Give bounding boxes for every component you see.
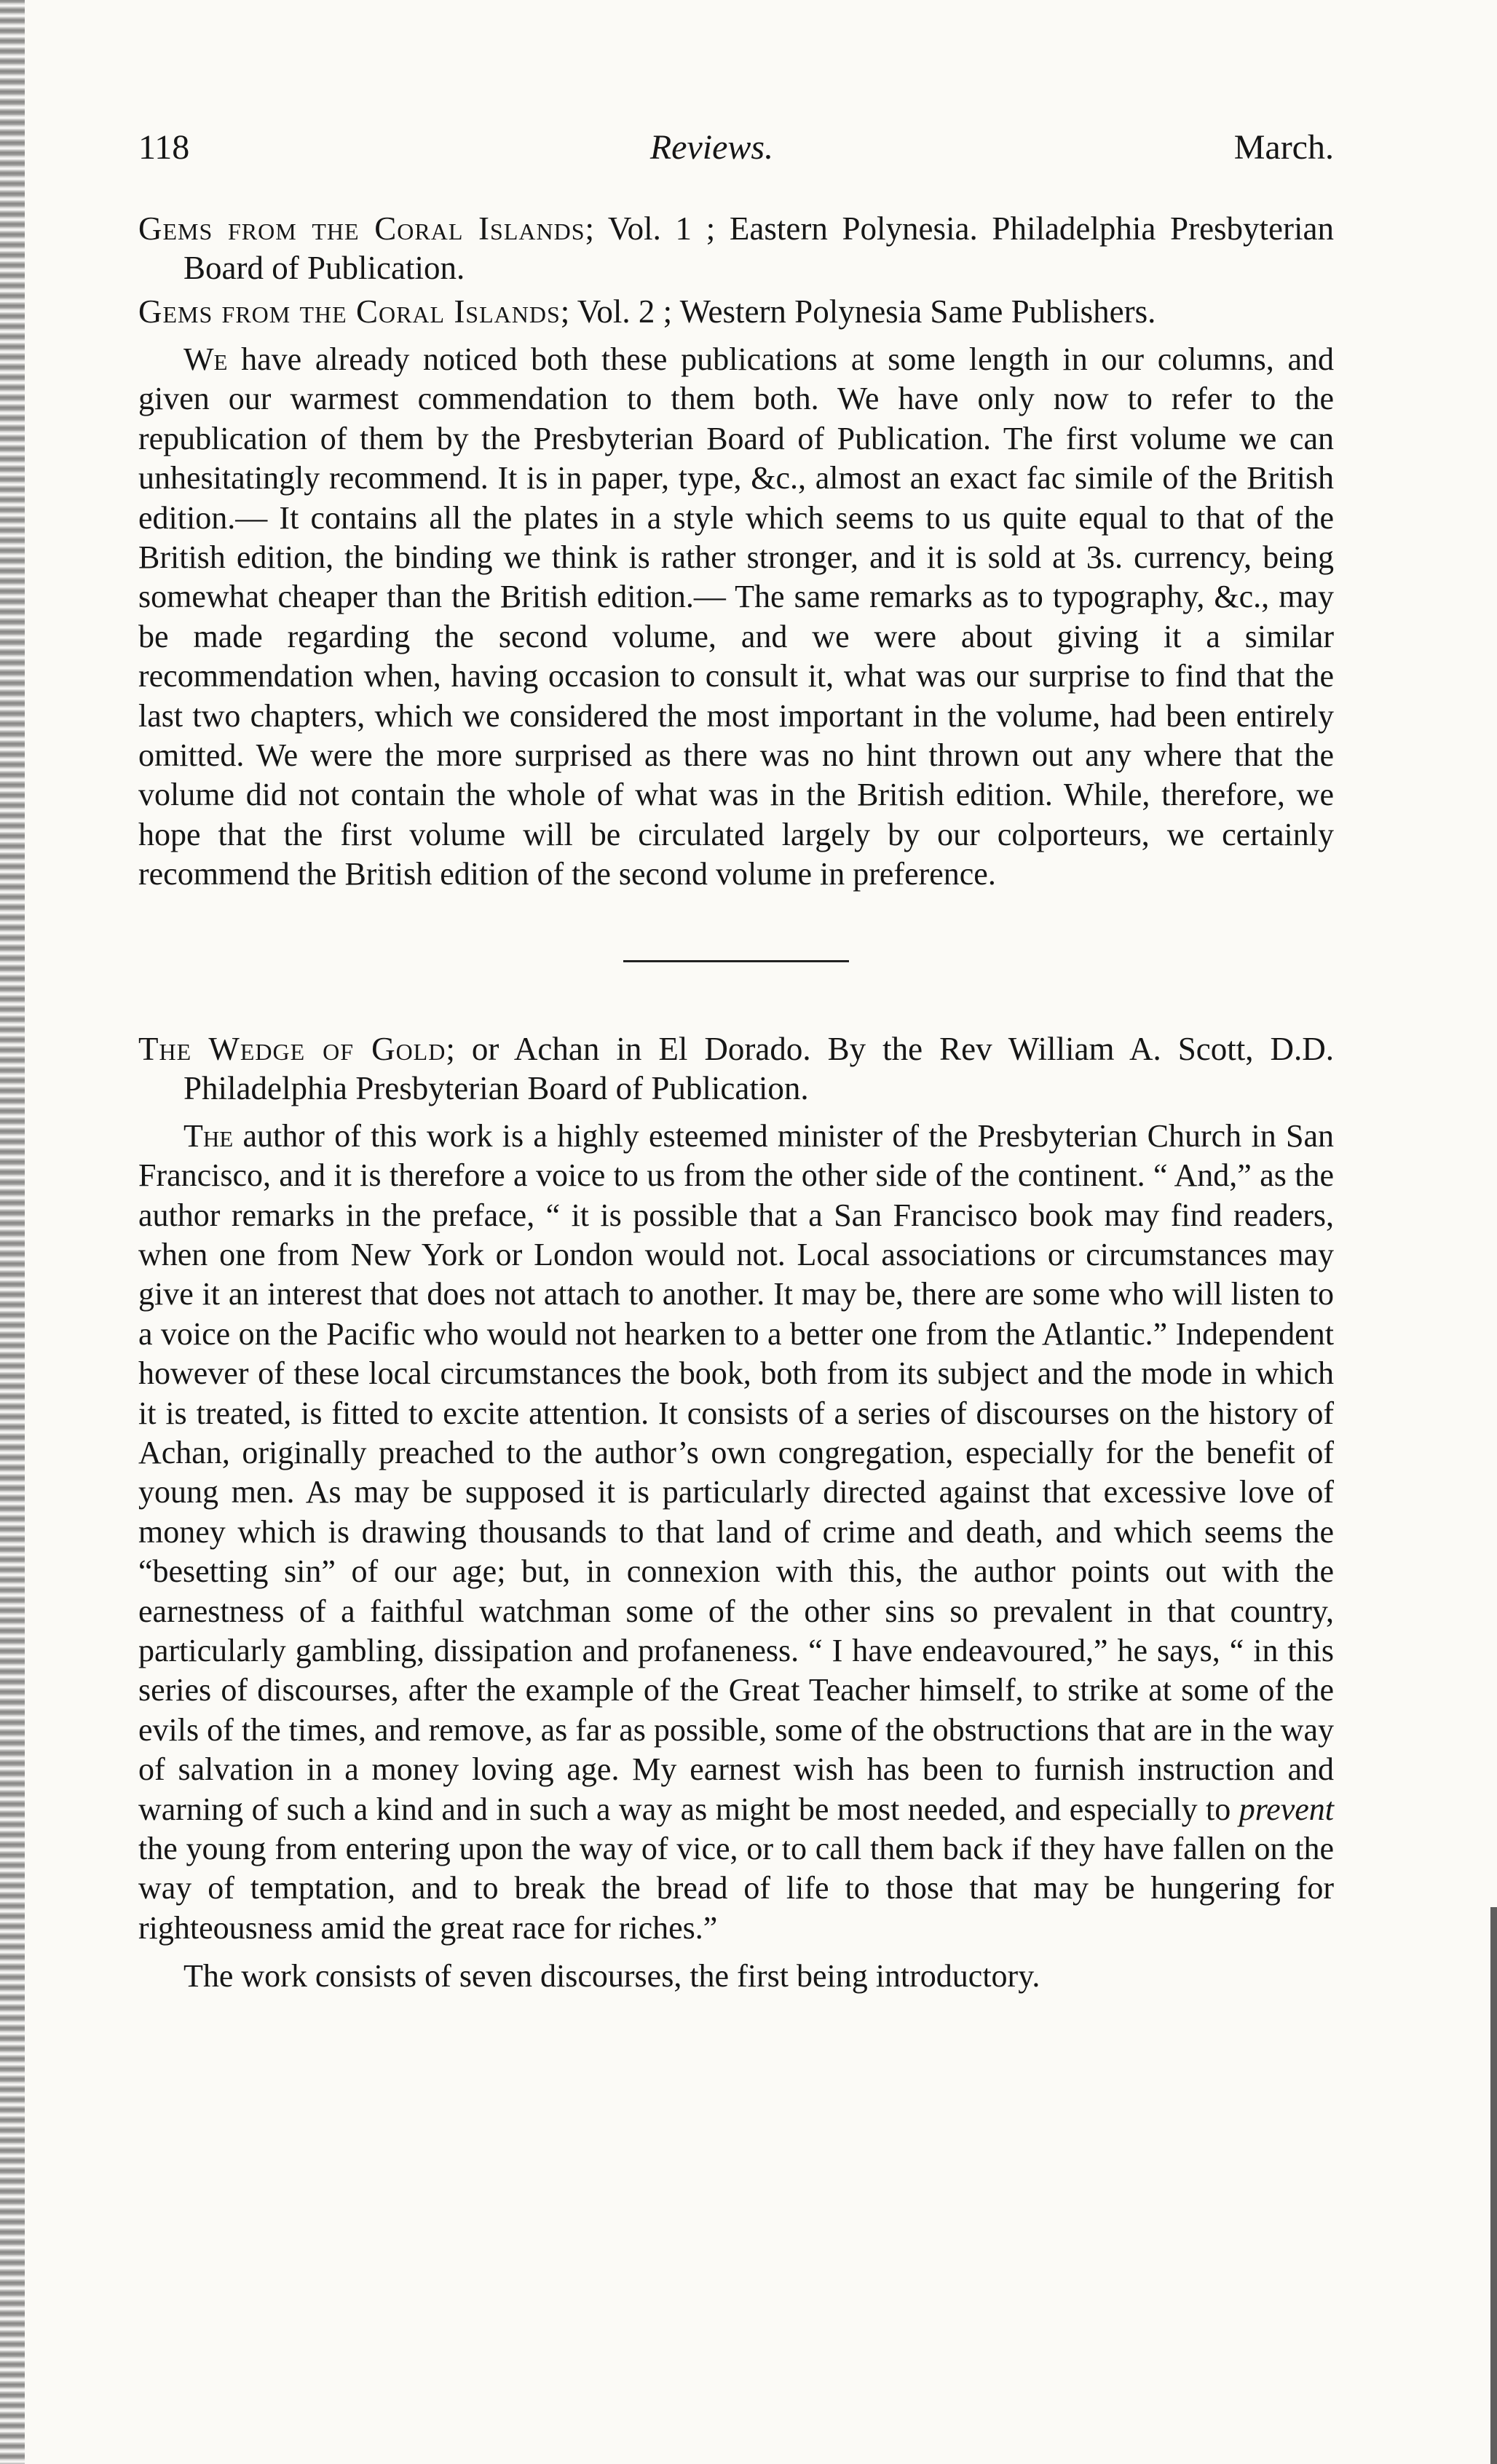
paragraph-text-continued: the young from entering upon the way of vice, or to call them back if they have fallen on the way of temptation, and to break the bread of life to those that may be hungering for righteousness amid the great race for riches.” bbox=[138, 1831, 1334, 1946]
citation-details: ; or Achan in El Dorado. By the Rev William A. Scott, D.D. Philadelphia Presbyterian Board of Publication. bbox=[183, 1030, 1335, 1106]
citation-volume-1 bbox=[138, 209, 1334, 288]
review-gems-coral-islands bbox=[138, 209, 1334, 895]
review-wedge-of-gold bbox=[138, 1029, 1334, 1997]
emphasized-word: prevent bbox=[1239, 1791, 1334, 1827]
citation-wedge-of-gold bbox=[138, 1029, 1334, 1108]
page-number: 118 bbox=[138, 128, 190, 167]
review-paragraph bbox=[138, 1117, 1334, 1949]
citation-volume-2 bbox=[138, 292, 1334, 331]
running-title: Reviews. bbox=[649, 128, 774, 167]
paragraph-lead-word: We bbox=[183, 341, 228, 377]
citation-title: Gems from the Coral Islands bbox=[138, 293, 561, 330]
paragraph-lead-word: The bbox=[183, 1117, 234, 1154]
section-divider bbox=[623, 960, 849, 962]
running-head bbox=[138, 127, 1334, 174]
binding-edge-right bbox=[1490, 1907, 1497, 2464]
paragraph-text: have already noticed both these publications at some length in our columns, and given our warmest commendation to them both. We have only now to refer to the republication of them by the Presbyterian Board of Publication. The first volume we can unhesitatingly recommend. It is in paper, type, &c., almost an exact fac simile of the British edition.— It contains all the plates in a style which seems to us quite equal to that of the British edition, the binding we think is rather stronger, and it is sold at 3s. currency, being somewhat cheaper than the British edition.— The same remarks as to typography, &c., may be made regarding the second volume, and we were about giving it a similar recommendation when, having occasion to consult it, what was our surprise to find that the last two chapters, which we considered the most important in the volume, had been entirely omitted. We were the more surprised as there was no hint thrown out any where that the volume did not contain the whole of what was in the British edition. While, therefore, we hope that the first volume will be circulated largely by our colporteurs, we certainly recommend the British edition of the second volume in preference. bbox=[138, 341, 1334, 892]
review-paragraph bbox=[138, 340, 1334, 895]
citation-details: ; Vol. 1 ; Eastern Polynesia. Philadelphia Presbyterian Board of Publication. bbox=[183, 210, 1334, 286]
citation-details: ; Vol. 2 ; Western Polynesia Same Publishers. bbox=[560, 293, 1156, 330]
review-paragraph-closing bbox=[138, 1957, 1334, 1996]
paragraph-text: The work consists of seven discourses, the first being introductory. bbox=[183, 1958, 1040, 1994]
paragraph-text: author of this work is a highly esteemed minister of the Presbyterian Church in San Francisco, and it is therefore a voice to us from the other side of the continent. “ And,” as the author remarks in the preface, “ it is possible that a San Francisco book may find readers, when one from New York or London would not. Local associations or circumstances may give it an interest that does not attach to another. It may be, there are some who will listen to a voice on the Pacific who would not hearken to a better one from the Atlantic.” Independent however of these local circumstances the book, both from its subject and the mode in which it is treated, is fitted to excite attention. It consists of a series of discourses on the history of Achan, originally preached to the author’s own congregation, especially for the benefit of young men. As may be supposed it is particularly directed against that excessive love of money which is drawing thousands to that land of crime and death, and which seems the “besetting sin” of our age; but, in connexion with this, the author points out with the earnestness of a faithful watchman some of the other sins so prevalent in that country, particularly gambling, dissipation and profaneness. “ I have endeavoured,” he says, “ in this series of discourses, after the example of the Great Teacher himself, to strike at some of the evils of the times, and remove, as far as possible, some of the obstructions that are in the way of salvation in a money loving age. My earnest wish has been to furnish instruction and warning of such a kind and in such a way as might be most needed, and especially to bbox=[138, 1117, 1334, 1827]
citation-title: The Wedge of Gold bbox=[138, 1030, 446, 1067]
citation-title: Gems from the Coral Islands bbox=[138, 210, 585, 247]
running-month: March. bbox=[1233, 128, 1334, 167]
binding-edge-left bbox=[0, 0, 25, 2464]
page-content bbox=[138, 127, 1334, 1997]
